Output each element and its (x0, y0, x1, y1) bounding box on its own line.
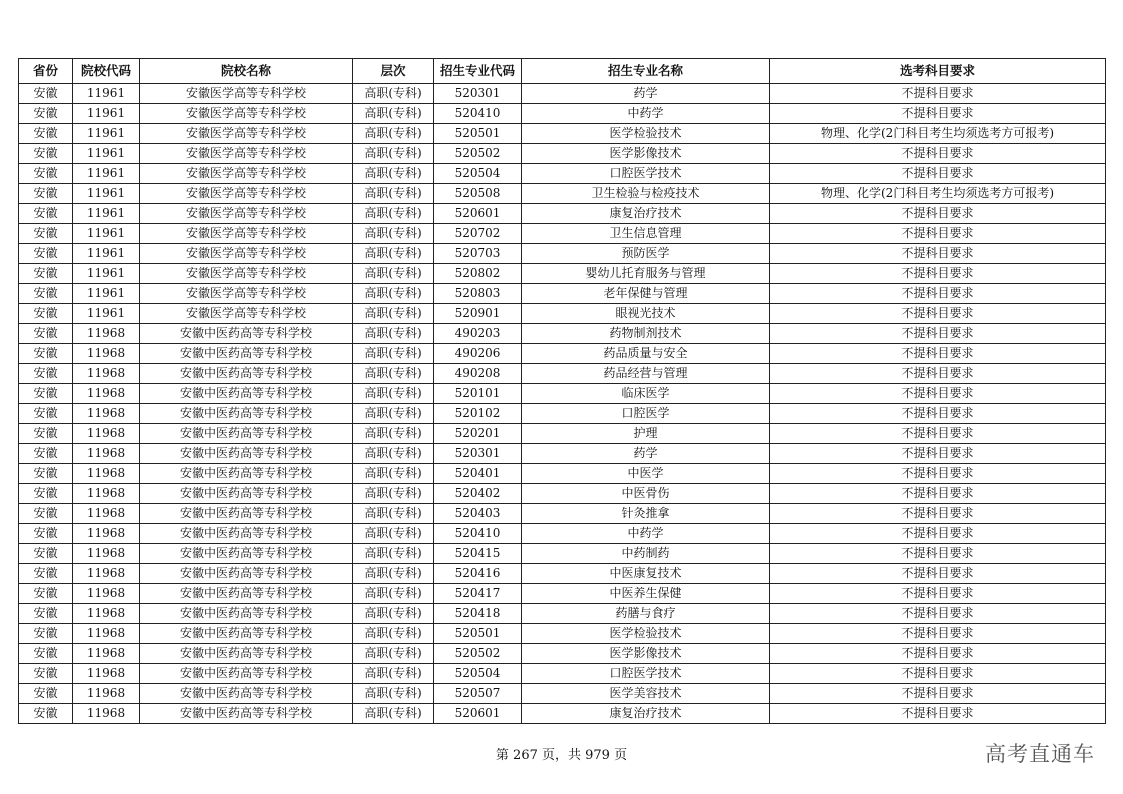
cell-school-code: 11968 (73, 384, 140, 404)
cell-level: 高职(专科) (353, 284, 434, 304)
cell-subject-requirement: 不提科目要求 (770, 464, 1106, 484)
cell-level: 高职(专科) (353, 144, 434, 164)
cell-level: 高职(专科) (353, 464, 434, 484)
cell-major-name: 卫生信息管理 (522, 224, 770, 244)
cell-level: 高职(专科) (353, 304, 434, 324)
cell-school-name: 安徽中医药高等专科学校 (140, 364, 353, 384)
cell-school-name: 安徽中医药高等专科学校 (140, 604, 353, 624)
cell-school-code: 11961 (73, 204, 140, 224)
cell-subject-requirement: 不提科目要求 (770, 484, 1106, 504)
cell-subject-requirement: 不提科目要求 (770, 664, 1106, 684)
header-school-name: 院校名称 (140, 59, 353, 84)
cell-subject-requirement: 不提科目要求 (770, 264, 1106, 284)
cell-province: 安徽 (19, 664, 73, 684)
cell-major-code: 520504 (434, 664, 522, 684)
cell-level: 高职(专科) (353, 204, 434, 224)
cell-school-name: 安徽中医药高等专科学校 (140, 484, 353, 504)
table-row (19, 424, 1106, 444)
cell-major-name: 康复治疗技术 (522, 704, 770, 724)
cell-school-code: 11968 (73, 524, 140, 544)
cell-major-name: 医学检验技术 (522, 624, 770, 644)
cell-major-name: 中药学 (522, 524, 770, 544)
cell-province: 安徽 (19, 244, 73, 264)
cell-level: 高职(专科) (353, 644, 434, 664)
cell-school-code: 11968 (73, 444, 140, 464)
cell-subject-requirement: 不提科目要求 (770, 524, 1106, 544)
cell-province: 安徽 (19, 644, 73, 664)
cell-subject-requirement: 不提科目要求 (770, 164, 1106, 184)
table-row (19, 564, 1106, 584)
cell-province: 安徽 (19, 384, 73, 404)
cell-province: 安徽 (19, 404, 73, 424)
header-major-code: 招生专业代码 (434, 59, 522, 84)
cell-school-code: 11961 (73, 304, 140, 324)
cell-major-code: 520102 (434, 404, 522, 424)
cell-major-code: 520502 (434, 144, 522, 164)
cell-school-code: 11961 (73, 124, 140, 144)
table-row (19, 704, 1106, 724)
cell-province: 安徽 (19, 504, 73, 524)
cell-school-name: 安徽医学高等专科学校 (140, 244, 353, 264)
cell-school-code: 11961 (73, 104, 140, 124)
cell-school-name: 安徽医学高等专科学校 (140, 84, 353, 104)
cell-school-code: 11961 (73, 84, 140, 104)
cell-level: 高职(专科) (353, 684, 434, 704)
cell-major-name: 预防医学 (522, 244, 770, 264)
cell-province: 安徽 (19, 164, 73, 184)
cell-major-code: 520415 (434, 544, 522, 564)
cell-major-name: 口腔医学技术 (522, 664, 770, 684)
cell-province: 安徽 (19, 424, 73, 444)
cell-subject-requirement: 不提科目要求 (770, 324, 1106, 344)
cell-major-name: 医学美容技术 (522, 684, 770, 704)
table-row (19, 544, 1106, 564)
table-row (19, 364, 1106, 384)
cell-subject-requirement: 不提科目要求 (770, 644, 1106, 664)
cell-major-code: 520504 (434, 164, 522, 184)
cell-level: 高职(专科) (353, 244, 434, 264)
cell-subject-requirement: 不提科目要求 (770, 544, 1106, 564)
cell-level: 高职(专科) (353, 124, 434, 144)
table-row (19, 264, 1106, 284)
table-body (19, 84, 1106, 724)
cell-subject-requirement: 物理、化学(2门科目考生均须选考方可报考) (770, 124, 1106, 144)
cell-major-name: 口腔医学 (522, 404, 770, 424)
cell-major-code: 520401 (434, 464, 522, 484)
cell-school-name: 安徽中医药高等专科学校 (140, 384, 353, 404)
cell-level: 高职(专科) (353, 84, 434, 104)
cell-subject-requirement: 不提科目要求 (770, 224, 1106, 244)
table-row (19, 384, 1106, 404)
cell-school-code: 11961 (73, 264, 140, 284)
cell-major-name: 护理 (522, 424, 770, 444)
cell-province: 安徽 (19, 544, 73, 564)
cell-school-code: 11968 (73, 624, 140, 644)
cell-level: 高职(专科) (353, 384, 434, 404)
cell-school-name: 安徽中医药高等专科学校 (140, 344, 353, 364)
cell-subject-requirement: 不提科目要求 (770, 204, 1106, 224)
table-row (19, 144, 1106, 164)
cell-school-code: 11968 (73, 344, 140, 364)
cell-school-code: 11968 (73, 424, 140, 444)
cell-major-code: 520402 (434, 484, 522, 504)
cell-major-code: 520601 (434, 204, 522, 224)
cell-subject-requirement: 不提科目要求 (770, 504, 1106, 524)
cell-school-name: 安徽中医药高等专科学校 (140, 704, 353, 724)
cell-school-code: 11968 (73, 484, 140, 504)
table-row (19, 164, 1106, 184)
cell-province: 安徽 (19, 484, 73, 504)
cell-school-name: 安徽中医药高等专科学校 (140, 444, 353, 464)
cell-province: 安徽 (19, 224, 73, 244)
cell-school-name: 安徽中医药高等专科学校 (140, 464, 353, 484)
cell-province: 安徽 (19, 584, 73, 604)
cell-major-name: 婴幼儿托育服务与管理 (522, 264, 770, 284)
cell-school-code: 11968 (73, 644, 140, 664)
cell-major-code: 520416 (434, 564, 522, 584)
cell-major-name: 中药学 (522, 104, 770, 124)
cell-subject-requirement: 不提科目要求 (770, 604, 1106, 624)
cell-major-name: 眼视光技术 (522, 304, 770, 324)
cell-school-name: 安徽医学高等专科学校 (140, 204, 353, 224)
cell-school-name: 安徽医学高等专科学校 (140, 264, 353, 284)
cell-level: 高职(专科) (353, 264, 434, 284)
cell-province: 安徽 (19, 264, 73, 284)
cell-level: 高职(专科) (353, 424, 434, 444)
cell-province: 安徽 (19, 284, 73, 304)
cell-major-code: 490206 (434, 344, 522, 364)
cell-school-name: 安徽中医药高等专科学校 (140, 504, 353, 524)
cell-school-name: 安徽中医药高等专科学校 (140, 564, 353, 584)
cell-school-name: 安徽中医药高等专科学校 (140, 524, 353, 544)
cell-major-name: 医学影像技术 (522, 644, 770, 664)
cell-school-name: 安徽医学高等专科学校 (140, 144, 353, 164)
cell-subject-requirement: 不提科目要求 (770, 424, 1106, 444)
header-level: 层次 (353, 59, 434, 84)
watermark-logo-text: 高考直通车 (985, 742, 1095, 766)
cell-major-name: 老年保健与管理 (522, 284, 770, 304)
table-row (19, 344, 1106, 364)
cell-school-name: 安徽中医药高等专科学校 (140, 624, 353, 644)
cell-major-code: 520501 (434, 124, 522, 144)
cell-school-name: 安徽中医药高等专科学校 (140, 324, 353, 344)
cell-subject-requirement: 不提科目要求 (770, 384, 1106, 404)
cell-school-code: 11968 (73, 604, 140, 624)
cell-school-code: 11961 (73, 284, 140, 304)
cell-subject-requirement: 物理、化学(2门科目考生均须选考方可报考) (770, 184, 1106, 204)
cell-level: 高职(专科) (353, 324, 434, 344)
cell-school-code: 11961 (73, 244, 140, 264)
table-row (19, 404, 1106, 424)
header-province: 省份 (19, 59, 73, 84)
table-row (19, 644, 1106, 664)
cell-major-code: 520802 (434, 264, 522, 284)
cell-level: 高职(专科) (353, 524, 434, 544)
cell-province: 安徽 (19, 124, 73, 144)
cell-major-code: 520508 (434, 184, 522, 204)
cell-province: 安徽 (19, 524, 73, 544)
cell-level: 高职(专科) (353, 104, 434, 124)
cell-major-code: 490208 (434, 364, 522, 384)
cell-major-name: 药学 (522, 84, 770, 104)
cell-province: 安徽 (19, 604, 73, 624)
table-row (19, 484, 1106, 504)
cell-province: 安徽 (19, 444, 73, 464)
cell-school-code: 11968 (73, 544, 140, 564)
cell-major-code: 520403 (434, 504, 522, 524)
table-row (19, 604, 1106, 624)
cell-school-name: 安徽医学高等专科学校 (140, 304, 353, 324)
cell-major-name: 卫生检验与检疫技术 (522, 184, 770, 204)
cell-province: 安徽 (19, 104, 73, 124)
header-major-name: 招生专业名称 (522, 59, 770, 84)
table-row (19, 444, 1106, 464)
cell-major-code: 520507 (434, 684, 522, 704)
cell-school-code: 11961 (73, 224, 140, 244)
cell-province: 安徽 (19, 304, 73, 324)
cell-school-name: 安徽医学高等专科学校 (140, 104, 353, 124)
cell-subject-requirement: 不提科目要求 (770, 244, 1106, 264)
cell-province: 安徽 (19, 704, 73, 724)
table-row (19, 284, 1106, 304)
cell-school-name: 安徽中医药高等专科学校 (140, 424, 353, 444)
cell-level: 高职(专科) (353, 624, 434, 644)
header-row (19, 59, 1106, 84)
page-number: 第 267 页，共 979 页 (495, 748, 628, 763)
cell-province: 安徽 (19, 324, 73, 344)
cell-subject-requirement: 不提科目要求 (770, 144, 1106, 164)
cell-major-name: 临床医学 (522, 384, 770, 404)
table-row (19, 524, 1106, 544)
cell-school-code: 11968 (73, 704, 140, 724)
cell-major-code: 520418 (434, 604, 522, 624)
cell-level: 高职(专科) (353, 584, 434, 604)
cell-subject-requirement: 不提科目要求 (770, 284, 1106, 304)
cell-major-name: 中医学 (522, 464, 770, 484)
table-row (19, 244, 1106, 264)
cell-school-code: 11968 (73, 564, 140, 584)
cell-school-code: 11968 (73, 664, 140, 684)
cell-major-name: 中医养生保健 (522, 584, 770, 604)
cell-school-name: 安徽医学高等专科学校 (140, 184, 353, 204)
cell-level: 高职(专科) (353, 444, 434, 464)
cell-school-name: 安徽医学高等专科学校 (140, 224, 353, 244)
cell-school-name: 安徽中医药高等专科学校 (140, 544, 353, 564)
cell-subject-requirement: 不提科目要求 (770, 704, 1106, 724)
cell-subject-requirement: 不提科目要求 (770, 684, 1106, 704)
cell-school-name: 安徽医学高等专科学校 (140, 164, 353, 184)
cell-school-code: 11968 (73, 684, 140, 704)
cell-major-name: 医学影像技术 (522, 144, 770, 164)
cell-school-code: 11961 (73, 164, 140, 184)
cell-province: 安徽 (19, 144, 73, 164)
cell-major-name: 针灸推拿 (522, 504, 770, 524)
cell-level: 高职(专科) (353, 704, 434, 724)
cell-major-code: 520301 (434, 444, 522, 464)
table-row (19, 124, 1106, 144)
cell-major-code: 520803 (434, 284, 522, 304)
cell-subject-requirement: 不提科目要求 (770, 404, 1106, 424)
table-row (19, 104, 1106, 124)
table-row (19, 224, 1106, 244)
cell-province: 安徽 (19, 204, 73, 224)
cell-major-name: 药品经营与管理 (522, 364, 770, 384)
cell-school-code: 11961 (73, 184, 140, 204)
cell-major-name: 中医骨伤 (522, 484, 770, 504)
cell-subject-requirement: 不提科目要求 (770, 364, 1106, 384)
table-row (19, 504, 1106, 524)
table-row (19, 624, 1106, 644)
cell-level: 高职(专科) (353, 164, 434, 184)
cell-level: 高职(专科) (353, 224, 434, 244)
cell-province: 安徽 (19, 684, 73, 704)
cell-school-code: 11968 (73, 324, 140, 344)
cell-subject-requirement: 不提科目要求 (770, 304, 1106, 324)
cell-major-code: 490203 (434, 324, 522, 344)
cell-major-code: 520502 (434, 644, 522, 664)
cell-major-code: 520301 (434, 84, 522, 104)
cell-major-code: 520703 (434, 244, 522, 264)
cell-level: 高职(专科) (353, 604, 434, 624)
table-row (19, 684, 1106, 704)
header-subject-requirement: 选考科目要求 (770, 59, 1106, 84)
cell-major-code: 520201 (434, 424, 522, 444)
cell-major-name: 药学 (522, 444, 770, 464)
table-row (19, 664, 1106, 684)
cell-level: 高职(专科) (353, 484, 434, 504)
cell-subject-requirement: 不提科目要求 (770, 104, 1106, 124)
cell-subject-requirement: 不提科目要求 (770, 584, 1106, 604)
cell-major-code: 520501 (434, 624, 522, 644)
cell-major-name: 口腔医学技术 (522, 164, 770, 184)
cell-school-code: 11968 (73, 404, 140, 424)
cell-major-code: 520410 (434, 524, 522, 544)
cell-level: 高职(专科) (353, 504, 434, 524)
cell-school-code: 11961 (73, 144, 140, 164)
cell-level: 高职(专科) (353, 344, 434, 364)
cell-school-name: 安徽中医药高等专科学校 (140, 664, 353, 684)
table-row (19, 324, 1106, 344)
cell-school-code: 11968 (73, 464, 140, 484)
cell-province: 安徽 (19, 364, 73, 384)
cell-major-code: 520417 (434, 584, 522, 604)
cell-major-name: 药品质量与安全 (522, 344, 770, 364)
cell-major-name: 药物制剂技术 (522, 324, 770, 344)
table-row (19, 464, 1106, 484)
cell-subject-requirement: 不提科目要求 (770, 344, 1106, 364)
table-row (19, 304, 1106, 324)
cell-school-code: 11968 (73, 504, 140, 524)
cell-major-code: 520702 (434, 224, 522, 244)
cell-major-name: 中药制药 (522, 544, 770, 564)
cell-major-code: 520410 (434, 104, 522, 124)
cell-major-code: 520101 (434, 384, 522, 404)
cell-school-code: 11968 (73, 364, 140, 384)
cell-major-name: 医学检验技术 (522, 124, 770, 144)
cell-level: 高职(专科) (353, 564, 434, 584)
cell-school-name: 安徽医学高等专科学校 (140, 284, 353, 304)
cell-subject-requirement: 不提科目要求 (770, 624, 1106, 644)
cell-level: 高职(专科) (353, 404, 434, 424)
cell-subject-requirement: 不提科目要求 (770, 564, 1106, 584)
cell-major-code: 520601 (434, 704, 522, 724)
cell-school-name: 安徽中医药高等专科学校 (140, 404, 353, 424)
header-school-code: 院校代码 (73, 59, 140, 84)
cell-level: 高职(专科) (353, 664, 434, 684)
cell-school-code: 11968 (73, 584, 140, 604)
cell-province: 安徽 (19, 564, 73, 584)
cell-level: 高职(专科) (353, 184, 434, 204)
cell-major-name: 康复治疗技术 (522, 204, 770, 224)
cell-province: 安徽 (19, 344, 73, 364)
cell-major-name: 药膳与食疗 (522, 604, 770, 624)
cell-level: 高职(专科) (353, 364, 434, 384)
cell-school-name: 安徽中医药高等专科学校 (140, 584, 353, 604)
table-row (19, 184, 1106, 204)
cell-major-code: 520901 (434, 304, 522, 324)
cell-province: 安徽 (19, 184, 73, 204)
cell-school-name: 安徽中医药高等专科学校 (140, 644, 353, 664)
cell-major-name: 中医康复技术 (522, 564, 770, 584)
admissions-table (18, 58, 1106, 724)
table-row (19, 84, 1106, 104)
cell-province: 安徽 (19, 84, 73, 104)
cell-school-name: 安徽医学高等专科学校 (140, 124, 353, 144)
table-row (19, 584, 1106, 604)
cell-school-name: 安徽中医药高等专科学校 (140, 684, 353, 704)
cell-subject-requirement: 不提科目要求 (770, 84, 1106, 104)
cell-level: 高职(专科) (353, 544, 434, 564)
cell-subject-requirement: 不提科目要求 (770, 444, 1106, 464)
cell-province: 安徽 (19, 624, 73, 644)
cell-province: 安徽 (19, 464, 73, 484)
table-row (19, 204, 1106, 224)
